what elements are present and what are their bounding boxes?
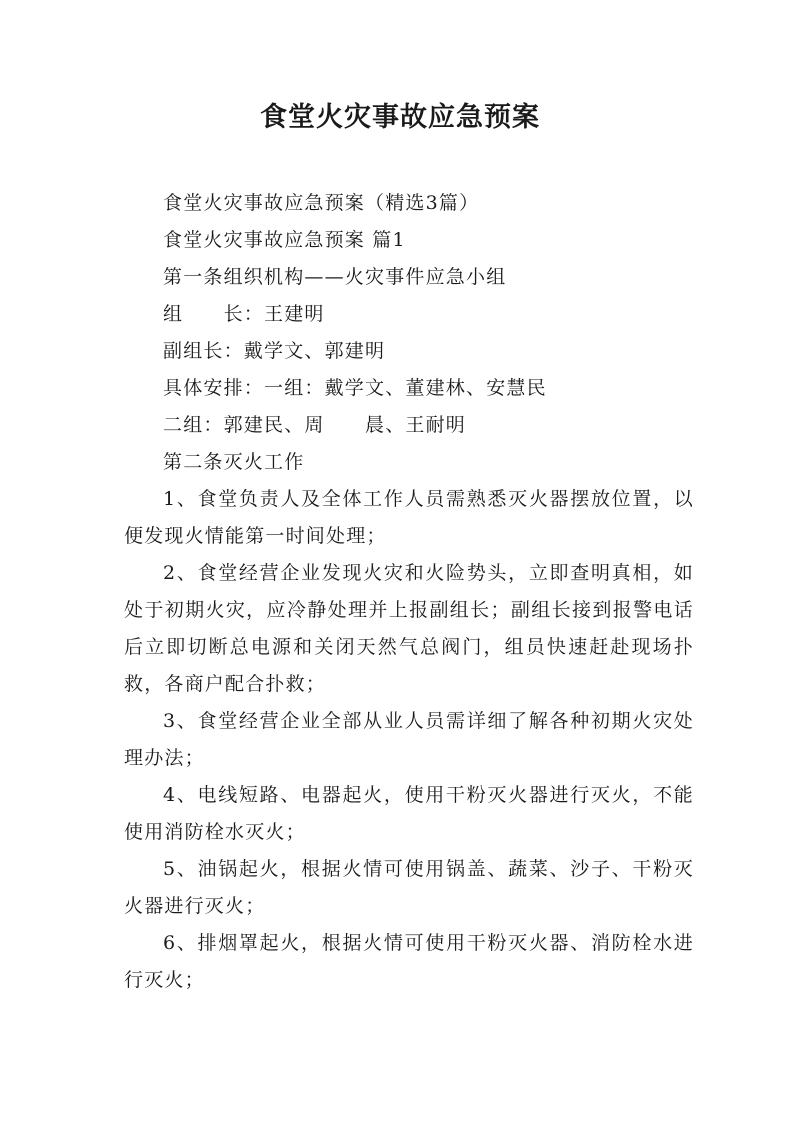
paragraph-item-3: 3、食堂经营企业全部从业人员需详细了解各种初期火灾处理办法； [124, 710, 694, 769]
document-body [124, 185, 694, 999]
paragraph-item-2: 2、食堂经营企业发现火灾和火险势头，立即查明真相，如处于初期火灾，应冷静处理并上报副组长；副组长接到报警电话后立即切断总电源和关闭天然气总阀门，组员快速赶赴现场扑救，各商户配合扑救； [124, 562, 694, 695]
paragraph-subtitle: 食堂火灾事故应急预案（精选3篇） [163, 192, 480, 214]
paragraph-item-5: 5、油锅起火，根据火情可使用锅盖、蔬菜、沙子、干粉灭火器进行灭火； [124, 858, 694, 917]
paragraph-leader: 组 长：王建明 [163, 303, 325, 325]
document-title: 食堂火灾事故应急预案 [260, 102, 540, 133]
paragraph-article-1: 第一条组织机构——火灾事件应急小组 [163, 266, 507, 288]
paragraph-item-1: 1、食堂负责人及全体工作人员需熟悉灭火器摆放位置，以便发现火情能第一时间处理； [124, 488, 694, 547]
paragraph-item-4: 4、电线短路、电器起火，使用干粉灭火器进行灭火，不能使用消防栓水灭火； [124, 784, 694, 843]
paragraph-group-2: 二组：郭建民、周 晨、王耐明 [163, 414, 467, 436]
paragraph-article-2: 第二条灭火工作 [163, 451, 305, 473]
paragraph-item-6: 6、排烟罩起火，根据火情可使用干粉灭火器、消防栓水进行灭火； [124, 932, 694, 991]
paragraph-deputy-leader: 副组长：戴学文、郭建明 [163, 340, 386, 362]
paragraph-group-1: 具体安排：一组：戴学文、董建林、安慧民 [163, 377, 547, 399]
paragraph-section-heading: 食堂火灾事故应急预案 篇1 [163, 229, 406, 251]
